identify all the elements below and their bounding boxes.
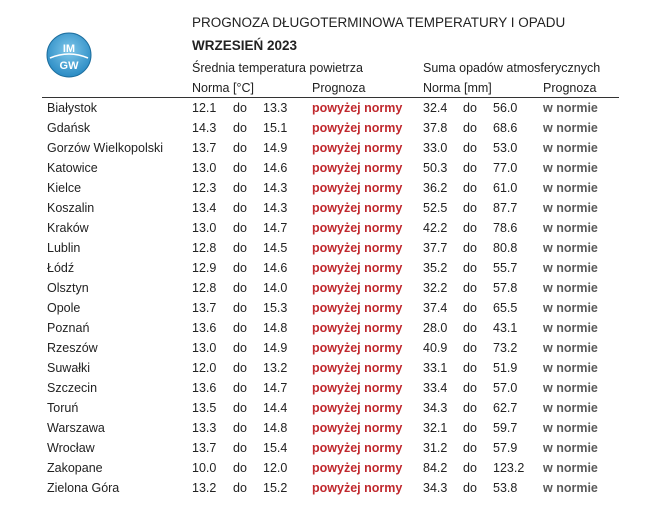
temp-range-sep: do [233, 301, 247, 315]
temp-norm-max: 14.3 [263, 181, 288, 195]
precip-norm-max: 65.5 [493, 301, 518, 315]
city-name: Opole [47, 301, 81, 315]
city-name: Zielona Góra [47, 481, 120, 495]
precip-range-sep: do [463, 281, 477, 295]
table-row [0, 298, 664, 318]
temp-norm-min: 13.7 [192, 441, 217, 455]
city-name: Lublin [47, 241, 81, 255]
city-name: Olsztyn [47, 281, 89, 295]
precip-forecast: w normie [543, 481, 598, 495]
precip-forecast: w normie [543, 201, 598, 215]
table-row [0, 358, 664, 378]
temp-norm-max: 14.6 [263, 161, 288, 175]
temp-range-sep: do [233, 261, 247, 275]
temp-norm-max: 15.1 [263, 121, 288, 135]
precip-forecast: w normie [543, 321, 598, 335]
temp-range-sep: do [233, 381, 247, 395]
temp-range-sep: do [233, 281, 247, 295]
table-row [0, 318, 664, 338]
temp-forecast: powyżej normy [312, 441, 403, 455]
table-row [0, 118, 664, 138]
precip-range-sep: do [463, 341, 477, 355]
precip-forecast: w normie [543, 181, 598, 195]
table-row [0, 218, 664, 238]
table-row [0, 98, 664, 118]
temp-norm-min: 13.7 [192, 301, 217, 315]
precip-norm-max: 57.0 [493, 381, 518, 395]
city-name: Toruń [47, 401, 79, 415]
precip-norm-min: 33.1 [423, 361, 448, 375]
precip-norm-min: 31.2 [423, 441, 448, 455]
precip-norm-max: 73.2 [493, 341, 518, 355]
precip-norm-min: 34.3 [423, 401, 448, 415]
temp-norm-max: 14.3 [263, 201, 288, 215]
precip-norm-max: 51.9 [493, 361, 518, 375]
table-row [0, 398, 664, 418]
precip-norm-min: 32.1 [423, 421, 448, 435]
temp-forecast: powyżej normy [312, 461, 403, 475]
table-row [0, 278, 664, 298]
temp-range-sep: do [233, 481, 247, 495]
city-name: Szczecin [47, 381, 98, 395]
precip-forecast: w normie [543, 141, 598, 155]
city-name: Wrocław [47, 441, 95, 455]
temp-norm-max: 14.6 [263, 261, 288, 275]
city-name: Rzeszów [47, 341, 98, 355]
temp-norm-max: 14.5 [263, 241, 288, 255]
logo-text-top: IM [62, 43, 76, 55]
precip-norm-max: 123.2 [493, 461, 525, 475]
temp-norm-min: 10.0 [192, 461, 217, 475]
precip-range-sep: do [463, 221, 477, 235]
precip-norm-min: 37.8 [423, 121, 448, 135]
temp-norm-min: 13.6 [192, 321, 217, 335]
temp-norm-min: 13.3 [192, 421, 217, 435]
precip-forecast: w normie [543, 461, 598, 475]
temp-norm-max: 13.2 [263, 361, 288, 375]
temp-forecast: powyżej normy [312, 121, 403, 135]
precip-norm-max: 62.7 [493, 401, 518, 415]
precip-range-sep: do [463, 181, 477, 195]
precip-range-sep: do [463, 241, 477, 255]
precip-range-sep: do [463, 121, 477, 135]
temp-norm-max: 15.2 [263, 481, 288, 495]
city-name: Katowice [47, 161, 98, 175]
city-name: Poznań [47, 321, 90, 335]
precip-forecast: w normie [543, 301, 598, 315]
temp-forecast: powyżej normy [312, 401, 403, 415]
precip-norm-max: 55.7 [493, 261, 518, 275]
precip-range-sep: do [463, 461, 477, 475]
precip-range-sep: do [463, 261, 477, 275]
temp-forecast: powyżej normy [312, 381, 403, 395]
temp-range-sep: do [233, 461, 247, 475]
precip-range-sep: do [463, 141, 477, 155]
temp-norm-min: 12.8 [192, 281, 217, 295]
precip-norm-min: 32.4 [423, 101, 448, 115]
temp-norm-max: 14.9 [263, 341, 288, 355]
temp-norm-min: 13.5 [192, 401, 217, 415]
precip-norm-max: 56.0 [493, 101, 518, 115]
temp-norm-min: 13.0 [192, 341, 217, 355]
temp-forecast: powyżej normy [312, 161, 403, 175]
precip-norm-min: 37.4 [423, 301, 448, 315]
temp-norm-max: 14.7 [263, 381, 288, 395]
table-row [0, 338, 664, 358]
temp-norm-min: 12.9 [192, 261, 217, 275]
precip-forecast: w normie [543, 341, 598, 355]
temp-range-sep: do [233, 181, 247, 195]
temp-norm-max: 14.4 [263, 401, 288, 415]
precip-range-sep: do [463, 481, 477, 495]
temp-forecast: powyżej normy [312, 301, 403, 315]
temp-norm-max: 15.4 [263, 441, 288, 455]
temp-forecast: powyżej normy [312, 261, 403, 275]
temperature-norm-header: Norma [°C] [192, 81, 254, 95]
temp-forecast: powyżej normy [312, 281, 403, 295]
precip-forecast: w normie [543, 261, 598, 275]
temp-range-sep: do [233, 341, 247, 355]
temp-norm-min: 13.4 [192, 201, 217, 215]
precip-norm-max: 61.0 [493, 181, 518, 195]
temp-forecast: powyżej normy [312, 241, 403, 255]
temperature-forecast-header: Prognoza [312, 81, 366, 95]
temp-range-sep: do [233, 241, 247, 255]
table-row [0, 138, 664, 158]
city-name: Gdańsk [47, 121, 91, 135]
precip-forecast: w normie [543, 101, 598, 115]
temp-norm-min: 12.0 [192, 361, 217, 375]
temp-forecast: powyżej normy [312, 361, 403, 375]
precip-norm-max: 80.8 [493, 241, 518, 255]
city-name: Białystok [47, 101, 98, 115]
temp-forecast: powyżej normy [312, 201, 403, 215]
precip-norm-max: 78.6 [493, 221, 518, 235]
table-row [0, 478, 664, 498]
temp-range-sep: do [233, 401, 247, 415]
temp-norm-max: 13.3 [263, 101, 288, 115]
report-title: PROGNOZA DŁUGOTERMINOWA TEMPERATURY I OPADU [192, 15, 566, 30]
precip-range-sep: do [463, 421, 477, 435]
temp-norm-max: 15.3 [263, 301, 288, 315]
temp-range-sep: do [233, 201, 247, 215]
precip-forecast: w normie [543, 401, 598, 415]
city-name: Kraków [47, 221, 89, 235]
precip-norm-min: 32.2 [423, 281, 448, 295]
precip-range-sep: do [463, 201, 477, 215]
precip-forecast: w normie [543, 381, 598, 395]
precip-norm-min: 35.2 [423, 261, 448, 275]
precip-forecast: w normie [543, 361, 598, 375]
temp-norm-min: 13.0 [192, 221, 217, 235]
city-name: Gorzów Wielkopolski [47, 141, 164, 155]
city-name: Kielce [47, 181, 82, 195]
precip-forecast: w normie [543, 441, 598, 455]
temp-forecast: powyżej normy [312, 181, 403, 195]
precip-norm-min: 50.3 [423, 161, 448, 175]
precip-norm-min: 84.2 [423, 461, 448, 475]
temp-forecast: powyżej normy [312, 141, 403, 155]
temp-norm-min: 13.6 [192, 381, 217, 395]
temp-range-sep: do [233, 121, 247, 135]
precip-norm-min: 52.5 [423, 201, 448, 215]
precip-range-sep: do [463, 321, 477, 335]
temp-norm-max: 14.8 [263, 421, 288, 435]
temp-range-sep: do [233, 101, 247, 115]
temp-forecast: powyżej normy [312, 341, 403, 355]
precipitation-norm-header: Norma [mm] [423, 81, 492, 95]
precip-norm-min: 42.2 [423, 221, 448, 235]
precip-range-sep: do [463, 101, 477, 115]
temp-forecast: powyżej normy [312, 221, 403, 235]
temp-norm-max: 14.7 [263, 221, 288, 235]
city-name: Warszawa [47, 421, 105, 435]
precip-forecast: w normie [543, 241, 598, 255]
precip-norm-min: 40.9 [423, 341, 448, 355]
precip-norm-max: 43.1 [493, 321, 518, 335]
city-name: Łódź [47, 261, 75, 275]
precip-norm-min: 28.0 [423, 321, 448, 335]
table-row [0, 178, 664, 198]
temp-range-sep: do [233, 441, 247, 455]
precip-norm-max: 77.0 [493, 161, 518, 175]
precip-range-sep: do [463, 381, 477, 395]
forecast-table [0, 98, 664, 498]
temp-range-sep: do [233, 361, 247, 375]
precipitation-group-header: Suma opadów atmosferycznych [423, 61, 601, 75]
precip-norm-min: 36.2 [423, 181, 448, 195]
table-row [0, 238, 664, 258]
temp-norm-max: 12.0 [263, 461, 288, 475]
precip-norm-max: 59.7 [493, 421, 518, 435]
precip-range-sep: do [463, 401, 477, 415]
temp-norm-max: 14.8 [263, 321, 288, 335]
precipitation-forecast-header: Prognoza [543, 81, 597, 95]
temp-norm-min: 13.2 [192, 481, 217, 495]
precip-norm-max: 53.0 [493, 141, 518, 155]
temp-norm-min: 12.8 [192, 241, 217, 255]
imgw-logo [46, 32, 92, 78]
table-row [0, 438, 664, 458]
temp-forecast: powyżej normy [312, 321, 403, 335]
table-row [0, 458, 664, 478]
precip-forecast: w normie [543, 121, 598, 135]
precip-norm-max: 57.9 [493, 441, 518, 455]
precip-forecast: w normie [543, 421, 598, 435]
precip-range-sep: do [463, 301, 477, 315]
table-row [0, 198, 664, 218]
city-name: Koszalin [47, 201, 95, 215]
temp-range-sep: do [233, 421, 247, 435]
precip-forecast: w normie [543, 221, 598, 235]
precip-forecast: w normie [543, 281, 598, 295]
temp-forecast: powyżej normy [312, 101, 403, 115]
precip-range-sep: do [463, 361, 477, 375]
report-month: WRZESIEŃ 2023 [192, 38, 298, 53]
logo-text-bottom: GW [59, 60, 79, 72]
temp-norm-max: 14.0 [263, 281, 288, 295]
precip-norm-max: 57.8 [493, 281, 518, 295]
precip-forecast: w normie [543, 161, 598, 175]
temp-norm-min: 12.1 [192, 101, 217, 115]
precip-range-sep: do [463, 441, 477, 455]
precip-norm-min: 34.3 [423, 481, 448, 495]
precip-norm-min: 33.0 [423, 141, 448, 155]
precip-norm-max: 68.6 [493, 121, 518, 135]
temp-range-sep: do [233, 161, 247, 175]
city-name: Suwałki [47, 361, 91, 375]
temp-norm-max: 14.9 [263, 141, 288, 155]
table-row [0, 258, 664, 278]
temp-norm-min: 13.0 [192, 161, 217, 175]
precip-norm-min: 33.4 [423, 381, 448, 395]
table-row [0, 378, 664, 398]
precip-norm-max: 87.7 [493, 201, 518, 215]
temp-norm-min: 12.3 [192, 181, 217, 195]
temp-norm-min: 14.3 [192, 121, 217, 135]
temp-forecast: powyżej normy [312, 421, 403, 435]
precip-norm-min: 37.7 [423, 241, 448, 255]
precip-range-sep: do [463, 161, 477, 175]
table-row [0, 158, 664, 178]
precip-norm-max: 53.8 [493, 481, 518, 495]
table-row [0, 418, 664, 438]
city-name: Zakopane [47, 461, 103, 475]
temp-range-sep: do [233, 321, 247, 335]
temp-forecast: powyżej normy [312, 481, 403, 495]
temp-norm-min: 13.7 [192, 141, 217, 155]
temperature-group-header: Średnia temperatura powietrza [192, 61, 363, 75]
temp-range-sep: do [233, 141, 247, 155]
temp-range-sep: do [233, 221, 247, 235]
